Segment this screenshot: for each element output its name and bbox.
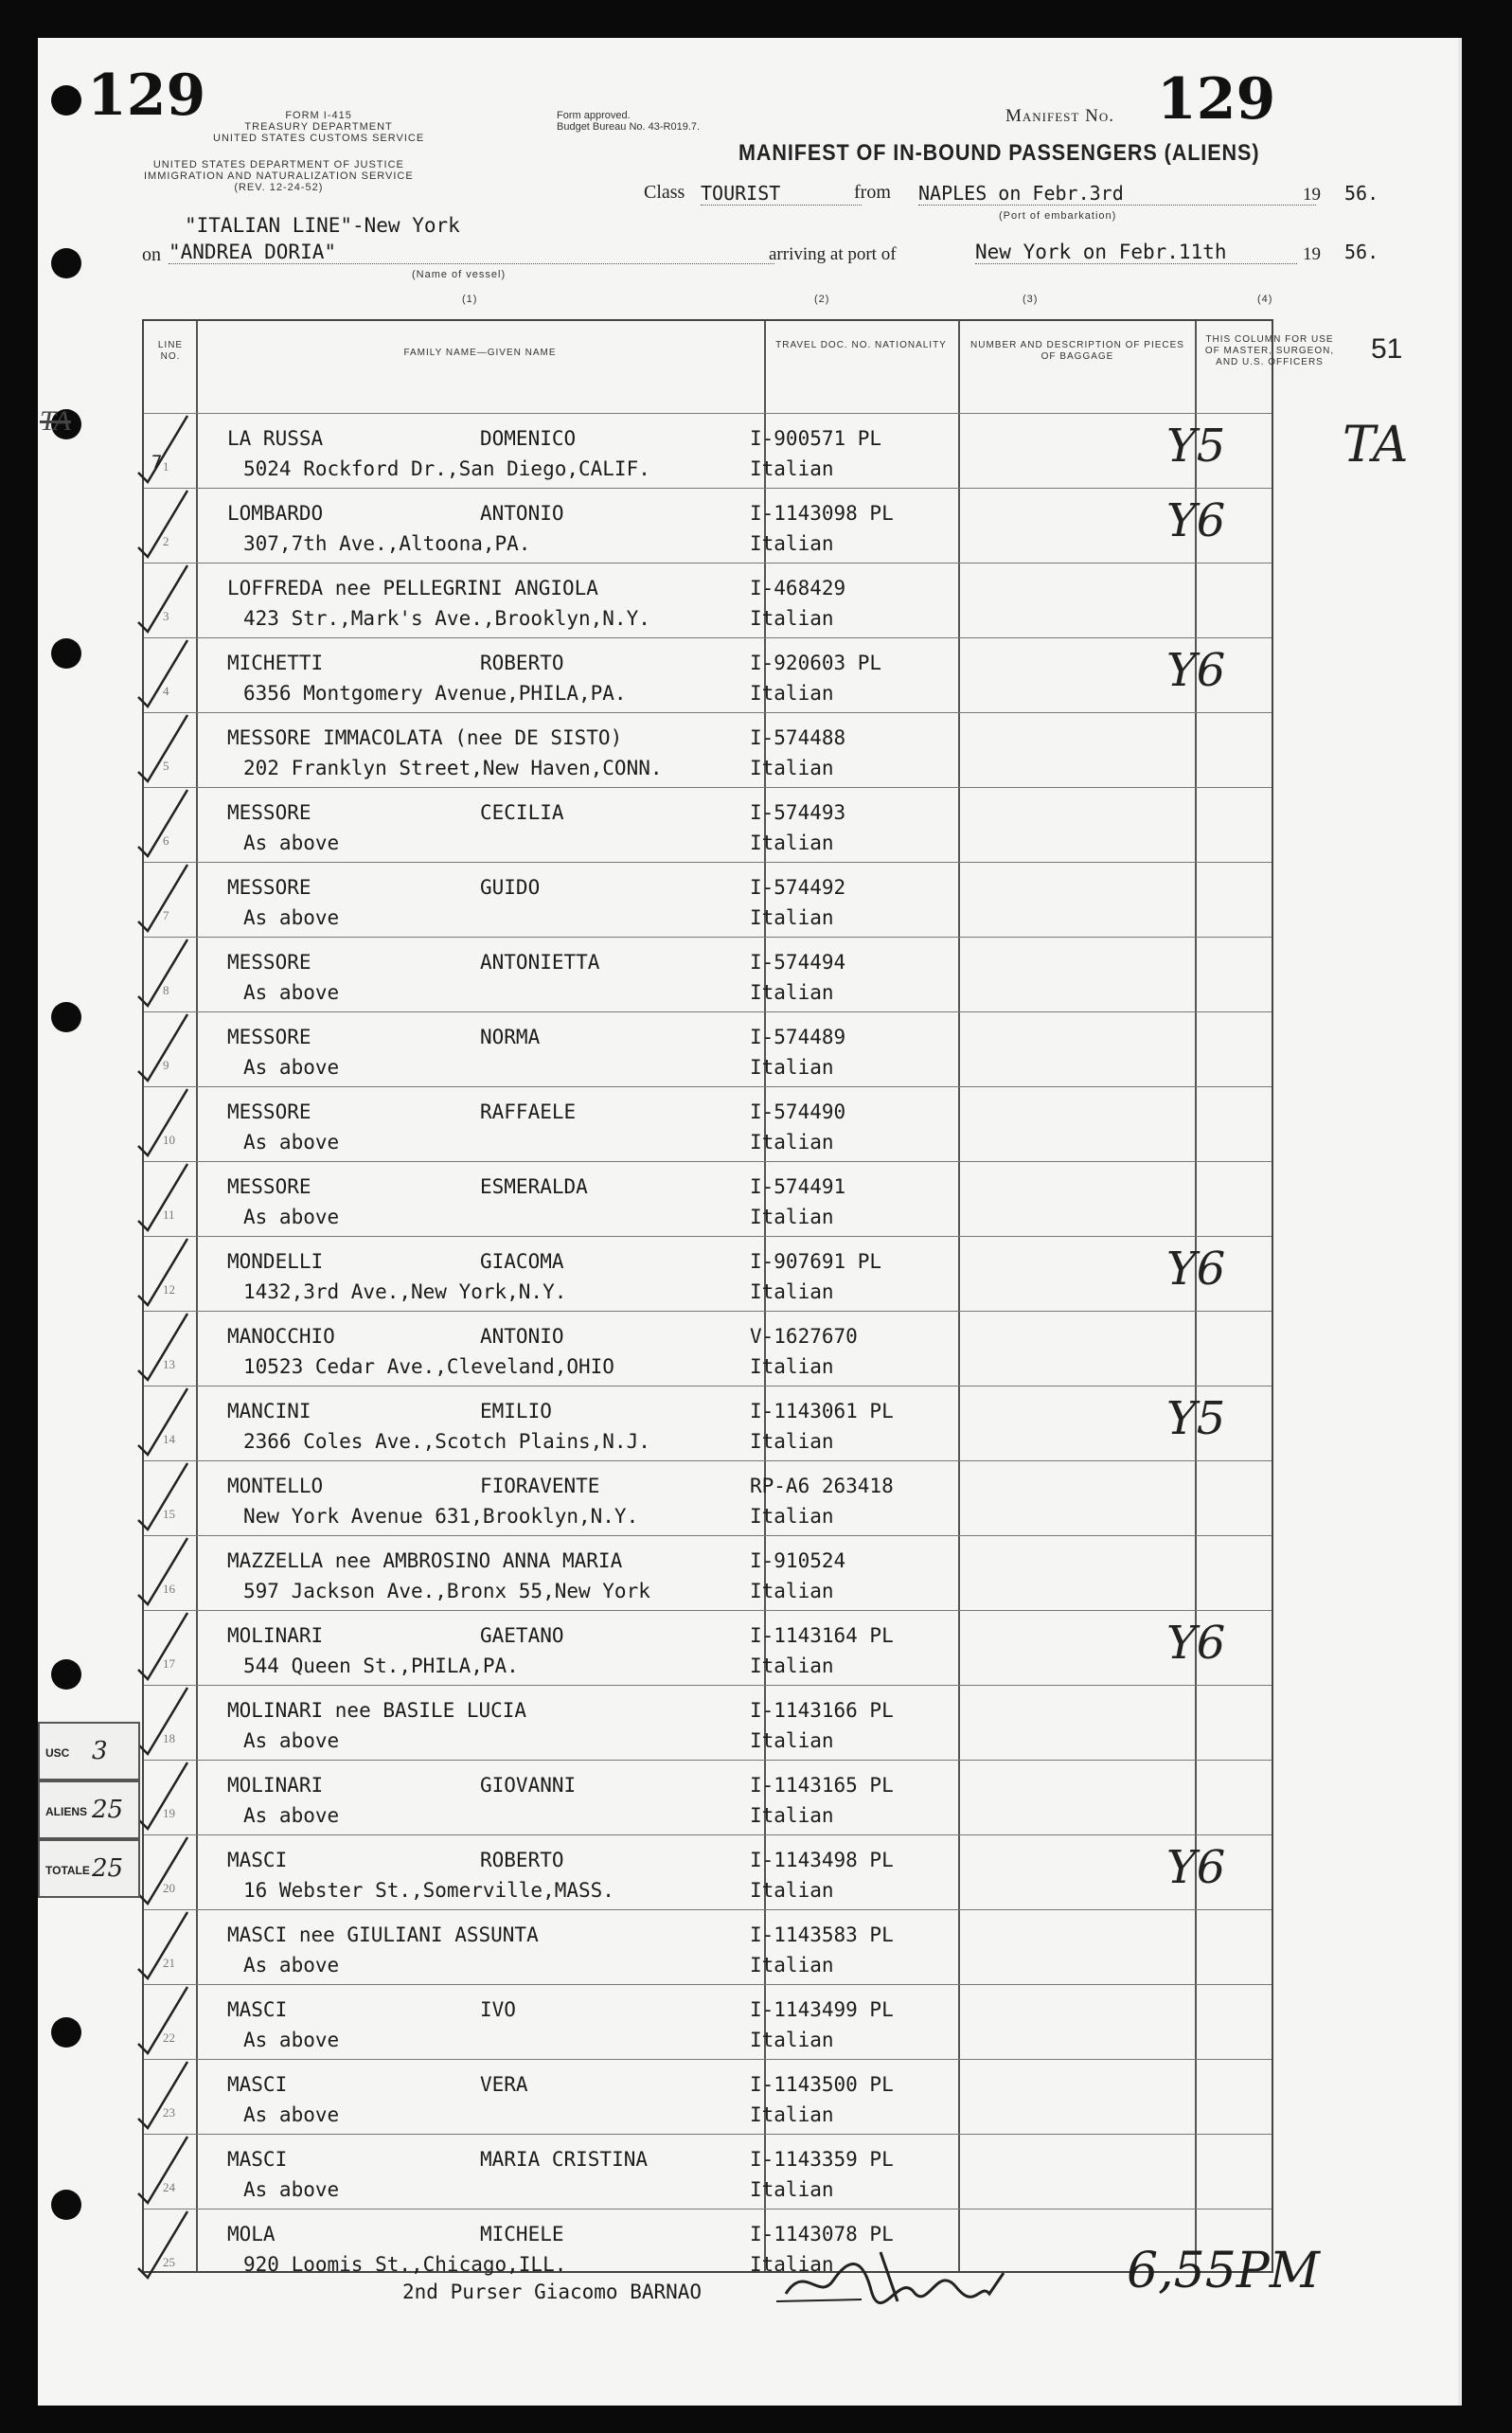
family-name: LOMBARDO (227, 502, 324, 525)
passenger-row (144, 1909, 1272, 1984)
travel-doc-number: I-1143500 PL (750, 2073, 894, 2096)
line-number: 10 (163, 1133, 175, 1147)
check-tick-icon (133, 1458, 189, 1533)
passenger-row (144, 937, 1272, 1011)
given-name: EMILIO (480, 1400, 552, 1422)
port-caption: (Port of embarkation) (999, 210, 1117, 222)
col-header-line: LINE NO. (157, 340, 184, 362)
family-name: MESSORE (227, 1100, 311, 1123)
check-tick-icon (133, 410, 189, 486)
nationality: Italian (750, 682, 834, 705)
address: 307,7th Ave.,Altoona,PA. (243, 532, 531, 555)
address: 1432,3rd Ave.,New York,N.Y. (243, 1280, 567, 1303)
year-prefix: 19 (1303, 185, 1321, 205)
family-name: MOLINARI (227, 1774, 324, 1797)
address: 16 Webster St.,Somerville,MASS. (243, 1879, 614, 1902)
nationality: Italian (750, 981, 834, 1004)
travel-doc-number: I-900571 PL (750, 427, 882, 450)
line-number: 5 (163, 759, 169, 773)
nationality: Italian (750, 2029, 834, 2051)
purser-signature: 2nd Purser Giacomo BARNAO (402, 2281, 703, 2303)
line-number: 1 (163, 459, 169, 474)
line-number: 6 (163, 833, 169, 848)
col-header-officers: THIS COLUMN FOR USE OF MASTER, SURGEON, AND U.S. OFFICERS (1204, 334, 1335, 367)
line-number: 7 (163, 908, 169, 922)
passenger-row (144, 2209, 1272, 2283)
margin-mark-ta-right: TA (1343, 417, 1409, 474)
given-name: MARIA CRISTINA (480, 2148, 649, 2171)
family-name: MESSORE (227, 951, 311, 974)
officer-mark: Y5 (1166, 1392, 1226, 1445)
address: As above (243, 1131, 340, 1154)
line-value: "ITALIAN LINE"-New York (185, 214, 460, 237)
passenger-row (144, 1236, 1272, 1311)
officer-mark: Y6 (1166, 1243, 1226, 1296)
first-line-number: 7 (151, 452, 163, 473)
given-name: ANTONIO (480, 1325, 564, 1348)
address: 920 Loomis St.,Chicago,ILL. (243, 2253, 567, 2276)
nationality: Italian (750, 1131, 834, 1154)
travel-doc-number: I-574490 (750, 1100, 846, 1123)
from-value: NAPLES on Febr.3rd (918, 182, 1316, 206)
nationality: Italian (750, 1879, 834, 1902)
given-name: NORMA (480, 1026, 541, 1048)
tally-label: TOTALE (45, 1864, 90, 1877)
col-num-4: (4) (1257, 294, 1273, 305)
page-title: MANIFEST OF IN-BOUND PASSENGERS (ALIENS) (738, 140, 1260, 166)
family-name: MASCI (227, 2073, 288, 2096)
address: As above (243, 1056, 340, 1079)
passenger-row (144, 1011, 1272, 1086)
family-name: LA RUSSA (227, 427, 324, 450)
punch-hole (51, 1659, 81, 1690)
given-name: MICHELE (480, 2223, 564, 2245)
travel-doc-number: I-574493 (750, 801, 846, 824)
line-number: 2 (163, 534, 169, 548)
line-number: 16 (163, 1582, 175, 1596)
travel-doc-number: I-1143165 PL (750, 1774, 894, 1797)
check-tick-icon (133, 1383, 189, 1458)
nationality: Italian (750, 1056, 834, 1079)
nationality: Italian (750, 1804, 834, 1827)
tally-label: ALIENS (45, 1805, 88, 1818)
address: As above (243, 2103, 340, 2126)
officer-mark: Y6 (1166, 644, 1226, 697)
line-number: 12 (163, 1282, 175, 1297)
approval-block: Form approved. Budget Bureau No. 43-R019.7. (557, 110, 701, 133)
travel-doc-number: I-1143499 PL (750, 1998, 894, 2021)
check-tick-icon (133, 859, 189, 935)
line-number: 19 (163, 1806, 175, 1820)
manifest-number: 129 (1157, 66, 1276, 133)
line-number: 9 (163, 1058, 169, 1072)
line-number: 23 (163, 2105, 175, 2120)
check-tick-icon (133, 1906, 189, 1982)
given-name: ANTONIO (480, 502, 564, 525)
nationality: Italian (750, 906, 834, 929)
passenger-row (144, 1161, 1272, 1236)
class-value: TOURIST (701, 182, 862, 206)
family-name: MONTELLO (227, 1475, 324, 1497)
address: 544 Queen St.,PHILA,PA. (243, 1655, 519, 1677)
given-name: FIORAVENTE (480, 1475, 600, 1497)
given-name: GIACOMA (480, 1250, 564, 1273)
check-tick-icon (133, 1083, 189, 1159)
address: As above (243, 832, 340, 854)
punch-hole (51, 1002, 81, 1032)
travel-doc-number: I-574494 (750, 951, 846, 974)
passenger-row (144, 563, 1272, 637)
family-name: MESSORE (227, 801, 311, 824)
tally-value: 25 (92, 1854, 124, 1883)
travel-doc-number: I-910524 (750, 1549, 846, 1572)
passenger-row (144, 1834, 1272, 1909)
punch-hole (51, 638, 81, 669)
travel-doc-number: I-574489 (750, 1026, 846, 1048)
travel-doc-number: I-574488 (750, 726, 846, 749)
punch-hole (51, 2190, 81, 2220)
address: As above (243, 1206, 340, 1228)
given-name: ANTONIETTA (480, 951, 600, 974)
line-number: 13 (163, 1357, 175, 1371)
check-tick-icon (133, 485, 189, 561)
check-tick-icon (133, 1009, 189, 1084)
family-name: MICHETTI (227, 652, 324, 674)
tally-value: 25 (92, 1796, 124, 1824)
line-number: 20 (163, 1881, 175, 1895)
given-name: IVO (480, 1998, 516, 2021)
check-tick-icon (133, 635, 189, 710)
address: 10523 Cedar Ave.,Cleveland,OHIO (243, 1355, 614, 1378)
on-label: on (142, 244, 161, 265)
passenger-row (144, 1386, 1272, 1460)
travel-doc-number: I-1143498 PL (750, 1849, 894, 1871)
passenger-row (144, 413, 1272, 488)
address: 2366 Coles Ave.,Scotch Plains,N.J. (243, 1430, 650, 1453)
punch-hole (51, 248, 81, 278)
check-tick-icon (133, 2056, 189, 2132)
nationality: Italian (750, 2103, 834, 2126)
tally-value: 3 (92, 1737, 108, 1765)
passenger-row (144, 862, 1272, 937)
address: As above (243, 981, 340, 1004)
nationality: Italian (750, 1206, 834, 1228)
check-tick-icon (133, 1981, 189, 2057)
family-name: MESSORE (227, 1026, 311, 1048)
col-header-name: FAMILY NAME—GIVEN NAME (403, 348, 557, 358)
nationality: Italian (750, 457, 834, 480)
officer-mark: Y6 (1166, 1617, 1226, 1670)
line-number: 17 (163, 1656, 175, 1671)
check-tick-icon (133, 1233, 189, 1309)
family-name: MASCI (227, 1998, 288, 2021)
family-name: MANOCCHIO (227, 1325, 335, 1348)
family-name: MASCI (227, 1849, 288, 1871)
travel-doc-number: RP-A6 263418 (750, 1475, 894, 1497)
class-label: Class (644, 182, 685, 203)
check-tick-icon (133, 1308, 189, 1384)
from-label: from (854, 182, 891, 203)
line-number: 14 (163, 1432, 175, 1446)
line-number: 8 (163, 983, 169, 997)
form-block: FORM I-415 TREASURY DEPARTMENT UNITED STATES CUSTOMS SERVICE (213, 110, 425, 144)
passenger-row (144, 1984, 1272, 2059)
tally-box (38, 1722, 140, 1780)
line-number: 4 (163, 684, 169, 698)
travel-doc-number: I-1143164 PL (750, 1624, 894, 1647)
given-name: DOMENICO (480, 427, 577, 450)
arriving-label: arriving at port of (769, 244, 897, 264)
line-number: 25 (163, 2255, 175, 2269)
nationality: Italian (750, 1655, 834, 1677)
tally-box (38, 1780, 140, 1839)
margin-mark-ta-left: TA (40, 405, 71, 437)
address: 6356 Montgomery Avenue,PHILA,PA. (243, 682, 627, 705)
family-name: MESSORE (227, 1175, 311, 1198)
address: New York Avenue 631,Brooklyn,N.Y. (243, 1505, 639, 1528)
travel-doc-number: I-1143078 PL (750, 2223, 894, 2245)
check-tick-icon (133, 2206, 189, 2281)
passenger-row (144, 488, 1272, 563)
line-number: 15 (163, 1507, 175, 1521)
punch-hole (51, 85, 81, 116)
line-number: 11 (163, 1208, 175, 1222)
address: As above (243, 1729, 340, 1752)
nationality: Italian (750, 832, 834, 854)
travel-doc-number: I-468429 (750, 577, 846, 599)
passenger-row (144, 2134, 1272, 2209)
given-name: RAFFAELE (480, 1100, 577, 1123)
doj-block: UNITED STATES DEPARTMENT OF JUSTICE IMMIGRATION AND NATURALIZATION SERVICE (REV. 12-24-52) (144, 159, 414, 193)
nationality: Italian (750, 1430, 834, 1453)
arriving-value: New York on Febr.11th (975, 241, 1297, 264)
given-name: ROBERTO (480, 652, 564, 674)
travel-doc-number: I-574492 (750, 876, 846, 899)
nationality: Italian (750, 2178, 834, 2201)
given-name: VERA (480, 2073, 528, 2096)
travel-doc-number: I-1143583 PL (750, 1923, 894, 1946)
passenger-row (144, 1086, 1272, 1161)
address: 423 Str.,Mark's Ave.,Brooklyn,N.Y. (243, 607, 650, 630)
travel-doc-number: I-1143061 PL (750, 1400, 894, 1422)
check-tick-icon (133, 560, 189, 635)
travel-doc-number: I-1143098 PL (750, 502, 894, 525)
nationality: Italian (750, 757, 834, 779)
travel-doc-number: I-1143166 PL (750, 1699, 894, 1722)
family-name: MANCINI (227, 1400, 311, 1422)
given-name: GIOVANNI (480, 1774, 577, 1797)
page-number: 51 (1371, 333, 1403, 365)
family-name: MESSORE (227, 876, 311, 899)
line-number: 21 (163, 1956, 175, 1970)
nationality: Italian (750, 1729, 834, 1752)
given-name: ESMERALDA (480, 1175, 588, 1198)
nationality: Italian (750, 2253, 834, 2276)
col-num-1: (1) (462, 294, 478, 305)
given-name: GAETANO (480, 1624, 564, 1647)
check-tick-icon (133, 1682, 189, 1758)
check-tick-icon (133, 784, 189, 860)
nationality: Italian (750, 532, 834, 555)
address: As above (243, 906, 340, 929)
given-name: CECILIA (480, 801, 564, 824)
family-name: MAZZELLA nee AMBROSINO ANNA MARIA (227, 1549, 623, 1572)
check-tick-icon (133, 2131, 189, 2207)
family-name: MASCI (227, 2148, 288, 2171)
check-tick-icon (133, 1832, 189, 1907)
address: 597 Jackson Ave.,Bronx 55,New York (243, 1580, 650, 1602)
officer-mark: Y6 (1166, 494, 1226, 547)
travel-doc-number: I-1143359 PL (750, 2148, 894, 2171)
vessel-value: "ANDREA DORIA" (169, 241, 774, 264)
travel-doc-number: I-920603 PL (750, 652, 882, 674)
check-tick-icon (133, 1532, 189, 1608)
doc-number: 129 (87, 63, 206, 129)
travel-doc-number: I-907691 PL (750, 1250, 882, 1273)
travel-doc-number: I-574491 (750, 1175, 846, 1198)
passenger-row (144, 637, 1272, 712)
passenger-row (144, 2059, 1272, 2134)
time-note: 6,55PM (1127, 2243, 1321, 2299)
col-header-baggage: NUMBER AND DESCRIPTION OF PIECES OF BAGGAGE (970, 340, 1184, 362)
line-number: 18 (163, 1731, 175, 1745)
line-number: 22 (163, 2030, 175, 2045)
nationality: Italian (750, 1355, 834, 1378)
passenger-row (144, 1610, 1272, 1685)
family-name: MOLA (227, 2223, 276, 2245)
address: As above (243, 2029, 340, 2051)
nationality: Italian (750, 1280, 834, 1303)
passenger-row (144, 1460, 1272, 1535)
family-name: MONDELLI (227, 1250, 324, 1273)
given-name: GUIDO (480, 876, 541, 899)
nationality: Italian (750, 1954, 834, 1977)
passenger-row (144, 1760, 1272, 1834)
passenger-row (144, 1311, 1272, 1386)
check-tick-icon (133, 709, 189, 785)
address: As above (243, 1954, 340, 1977)
family-name: MOLINARI (227, 1624, 324, 1647)
family-name: MESSORE IMMACOLATA (nee DE SISTO) (227, 726, 623, 749)
family-name: MASCI nee GIULIANI ASSUNTA (227, 1923, 539, 1946)
passenger-row (144, 1535, 1272, 1610)
passenger-row (144, 1685, 1272, 1760)
nationality: Italian (750, 1580, 834, 1602)
address: 202 Franklyn Street,New Haven,CONN. (243, 757, 663, 779)
address: As above (243, 2178, 340, 2201)
check-tick-icon (133, 1607, 189, 1683)
check-tick-icon (133, 934, 189, 1010)
handwritten-signature (776, 2245, 1098, 2316)
officer-mark: Y6 (1166, 1841, 1226, 1894)
year-value: 56. (1344, 182, 1379, 205)
manifest-page (38, 38, 1462, 2406)
check-tick-icon (133, 1158, 189, 1234)
travel-doc-number: V-1627670 (750, 1325, 858, 1348)
year2-prefix: 19 (1303, 244, 1321, 264)
col-num-2: (2) (814, 294, 830, 305)
family-name: MOLINARI nee BASILE LUCIA (227, 1699, 527, 1722)
vessel-caption: (Name of vessel) (412, 269, 507, 280)
family-name: LOFFREDA nee PELLEGRINI ANGIOLA (227, 577, 598, 599)
col-header-doc: TRAVEL DOC. NO. NATIONALITY (775, 340, 947, 350)
address: As above (243, 1804, 340, 1827)
given-name: ROBERTO (480, 1849, 564, 1871)
officer-mark: Y5 (1166, 420, 1226, 473)
manifest-label: Manifest No. (1005, 106, 1114, 126)
year2-value: 56. (1344, 241, 1379, 263)
line-number: 24 (163, 2180, 175, 2194)
passenger-row (144, 712, 1272, 787)
line-number: 3 (163, 609, 169, 623)
check-tick-icon (133, 1757, 189, 1833)
address: 5024 Rockford Dr.,San Diego,CALIF. (243, 457, 650, 480)
col-num-3: (3) (1023, 294, 1039, 305)
tally-box (38, 1839, 140, 1898)
tally-label: USC (45, 1746, 70, 1760)
nationality: Italian (750, 607, 834, 630)
nationality: Italian (750, 1505, 834, 1528)
punch-hole (51, 2017, 81, 2048)
passenger-row (144, 787, 1272, 862)
